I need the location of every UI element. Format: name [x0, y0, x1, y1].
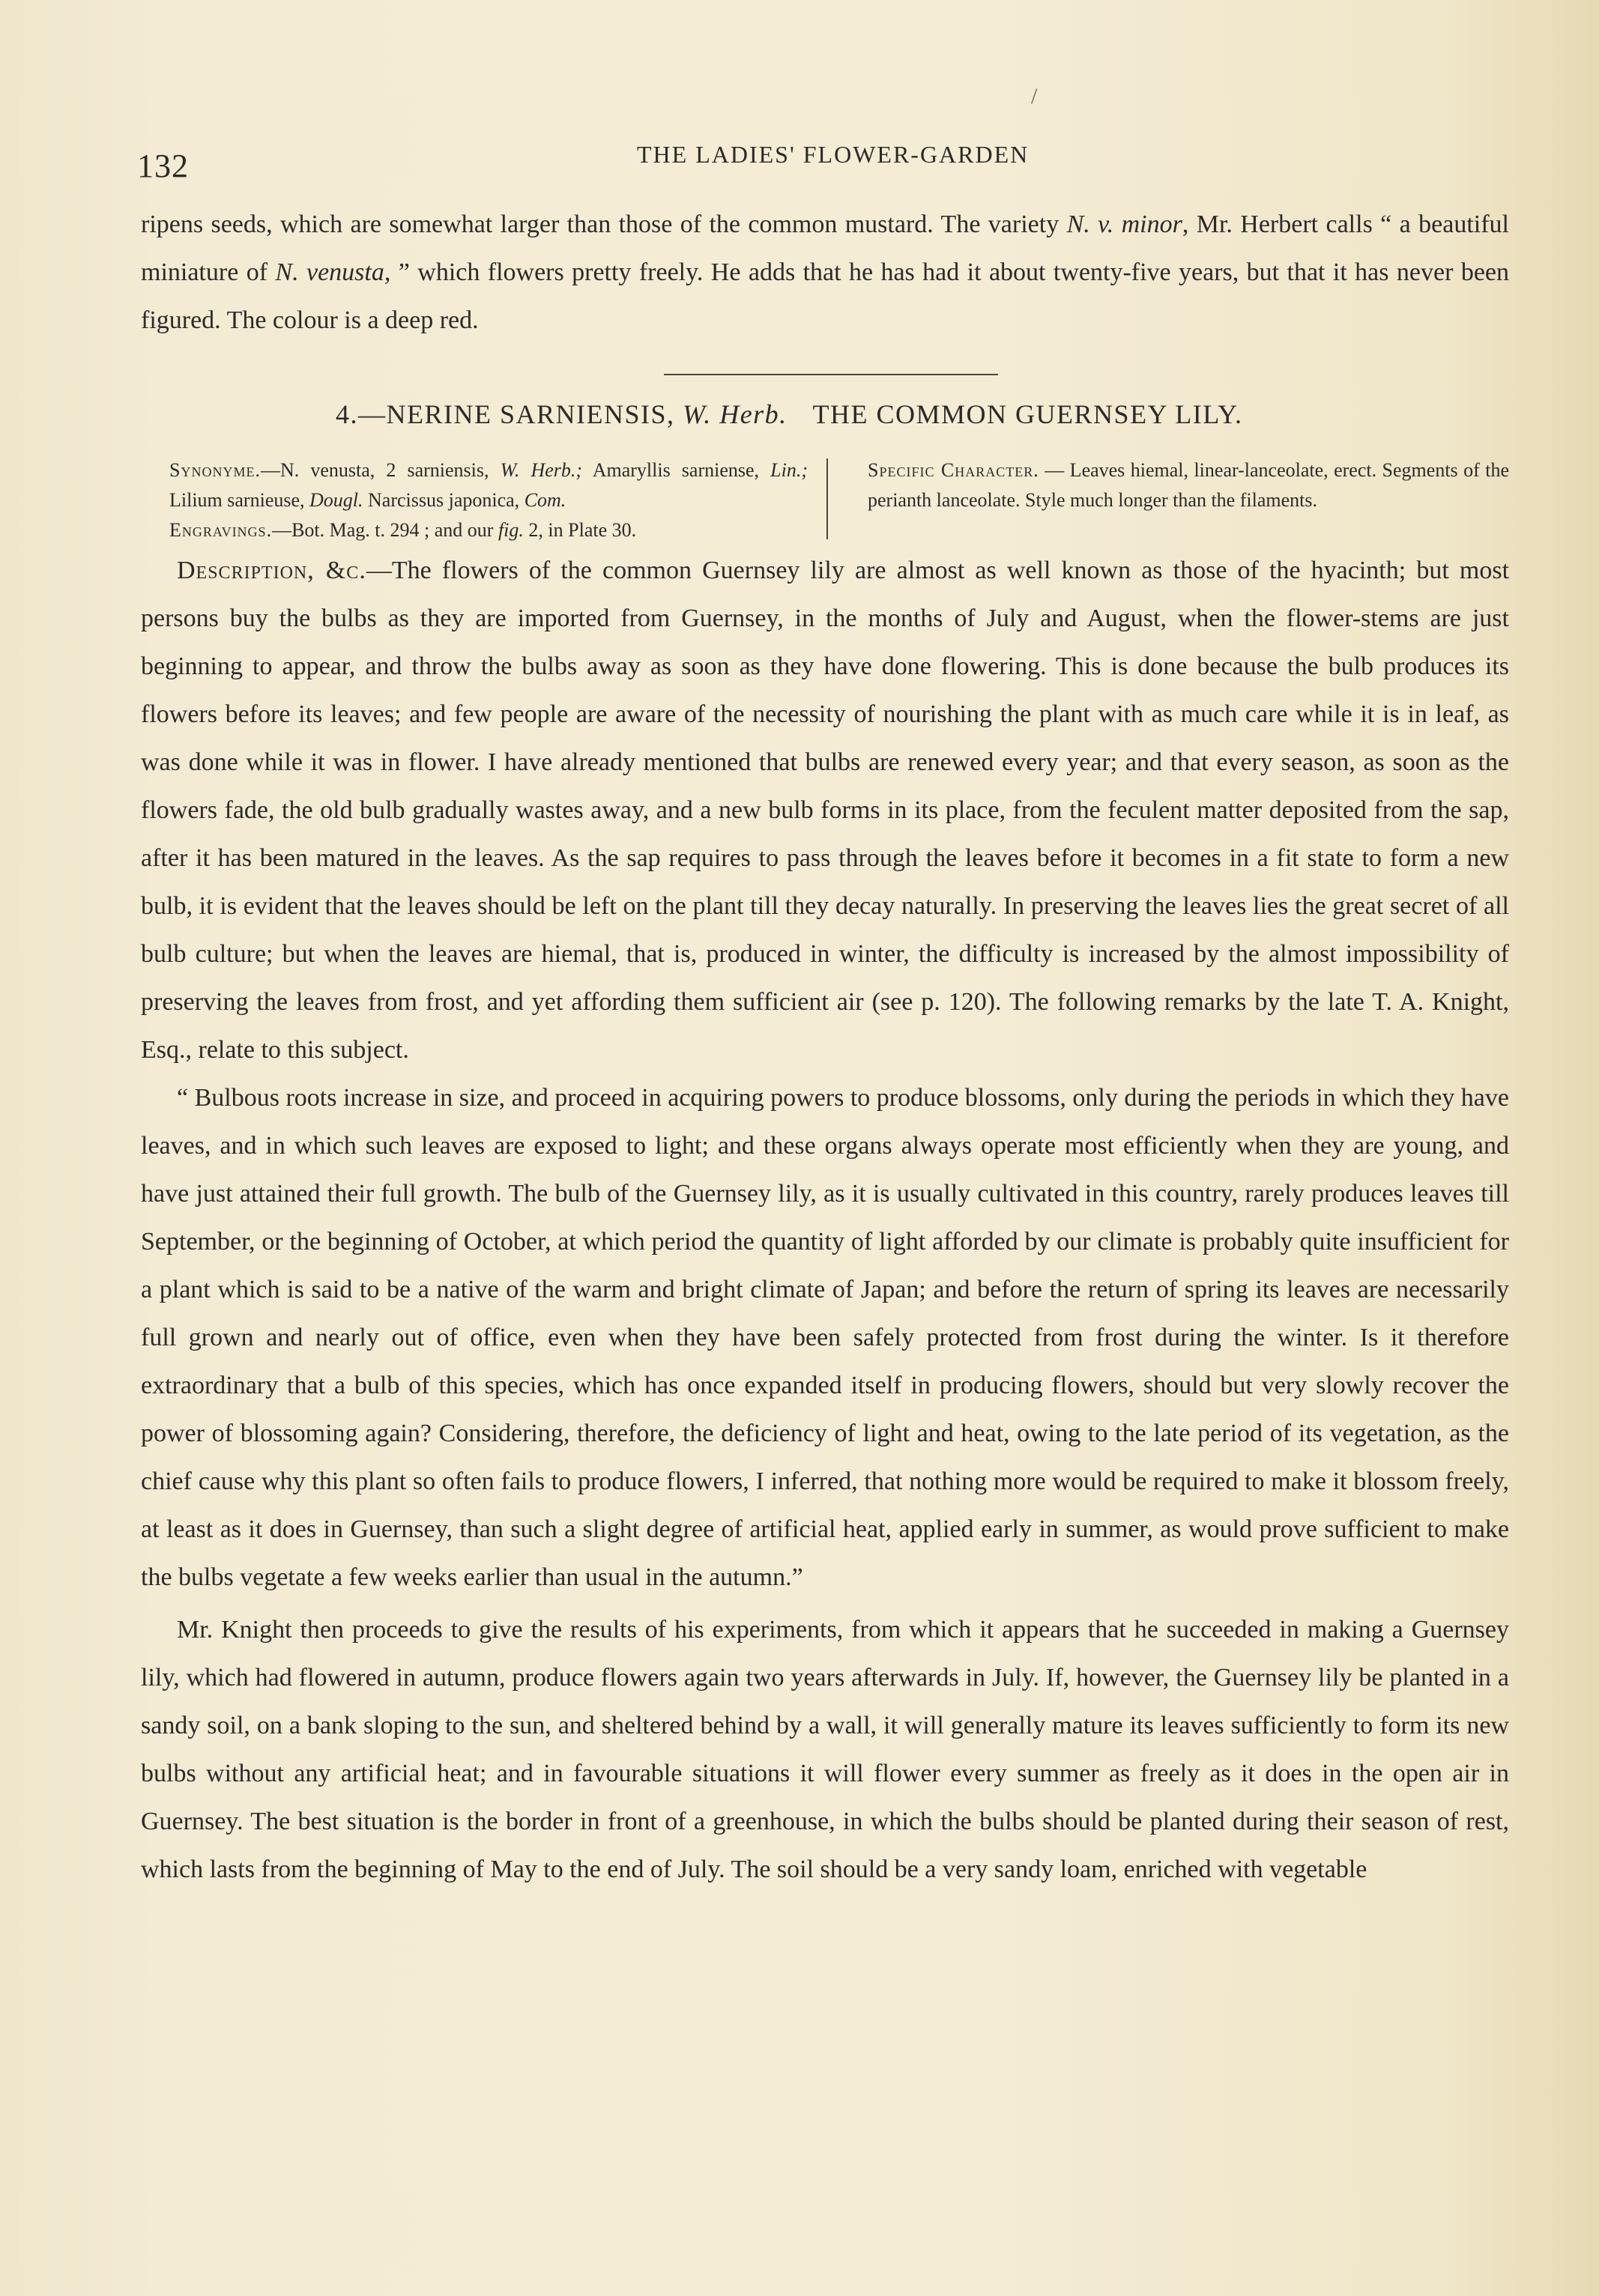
description-label: Description, &c.: [177, 557, 366, 584]
running-head: THE LADIES' FLOWER-GARDEN: [637, 141, 1030, 168]
continued-paragraph: ripens seeds, which are somewhat larger than those of the common mustard. The variety N. v. minor, Mr. Herbert calls “ a beautiful miniature of N. venusta, ” which flowers pretty freely. He adds that he has had it about twenty-five years, but that it has never been figured. The colour is a deep red.: [141, 210, 1509, 334]
specific-character-column: Specific Character. — Leaves hiemal, linear-lanceolate, erect. Segments of the perianth lanceolate. Style much longer than the filaments.: [868, 459, 1509, 511]
synonyme-engravings-column: Synonyme.—N. venusta, 2 sarniensis, W. Herb.; Amaryllis sarniense, Lin.; Lilium sarnieuse, Dougl. Narcissus japonica, Com. Engravings.—Bot. Mag. t. 294 ; and our fig. 2, in Plate 30.: [169, 459, 808, 541]
engravings-label: Engravings.: [169, 519, 273, 541]
species-author: W. Herb.: [683, 399, 788, 429]
specific-character-label: Specific Character.: [868, 459, 1039, 481]
final-paragraph: Mr. Knight then proceeds to give the results of his experiments, from which it appears that he succeeded in making a Guernsey lily, which had flowered in autumn, produce flowers again two years afterwards in July. If, however, the Guernsey lily be planted in a sandy soil, on a bank sloping to the sun, and sheltered behind by a wall, it will generally mature its leaves sufficiently to form its new bulbs without any artificial heat; and in favourable situations it will flower every summer as freely as it does in the open air in Guernsey. The best situation is the border in front of a greenhouse, in which the bulbs should be planted during their season of rest, which lasts from the beginning of May to the end of July. The soil should be a very sandy loam, enriched with vegetable: [141, 1616, 1509, 1883]
knight-quote-paragraph: “ Bulbous roots increase in size, and proceed in acquiring powers to produce blossoms, only during the periods in which they have leaves, and in which such leaves are exposed to light; and these organs always operate most efficiently when they are young, and have just attained their full growth. The bulb of the Guernsey lily, as it is usually cultivated in this country, rarely produces leaves till September, or the beginning of October, at which period the quantity of light afforded by our climate is probably quite insufficient for a plant which is said to be a native of the warm and bright climate of Japan; and before the return of spring its leaves are necessarily full grown and nearly out of office, even when they have been safely protected from frost during the winter. Is it therefore extraordinary that a bulb of this species, which has once expanded itself in producing flowers, should but very slowly recover the power of blossoming again? Considering, therefore, the deficiency of light and heat, owing to the late period of its vegetation, as the chief cause why this plant so often fails to produce flowers, I inferred, that nothing more would be required to make it blossom freely, at least as it does in Guernsey, than such a slight degree of artificial heat, applied early in summer, as would prove sufficient to make the bulbs vegetate a few weeks earlier than usual in the autumn.”: [141, 1084, 1509, 1591]
column-divider: [826, 458, 828, 539]
margin-mark: /: [1031, 84, 1038, 109]
body-text: [141, 547, 1509, 1894]
section-heading: [336, 399, 1242, 430]
section-divider: [664, 374, 998, 375]
species-title: 4.—NERINE SARNIENSIS,: [336, 399, 675, 429]
common-name: THE COMMON GUERNSEY LILY.: [812, 399, 1243, 429]
description-paragraph: Description, &c.—The flowers of the common Guernsey lily are almost as well known as those of the hyacinth; but most persons buy the bulbs as they are imported from Guernsey, in the months of July and August, when the flower-stems are just beginning to appear, and throw the bulbs away as soon as they have done flowering. This is done because the bulb produces its flowers before its leaves; and few people are aware of the necessity of nourishing the plant with as much care while it is in leaf, as was done while it was in flower. I have already mentioned that bulbs are renewed every year; and that every season, as soon as the flowers fade, the old bulb gradually wastes away, and a new bulb forms in its place, from the feculent matter deposited from the sap, after it has been matured in the leaves. As the sap requires to pass through the leaves before it becomes in a fit state to form a new bulb, it is evident that the leaves should be left on the plant till they decay naturally. In preserving the leaves lies the great secret of all bulb culture; but when the leaves are hiemal, that is, produced in winter, the difficulty is increased by the almost impossibility of preserving the leaves from frost, and yet affording them sufficient air (see p. 120). The following remarks by the late T. A. Knight, Esq., relate to this subject.: [141, 557, 1510, 1064]
page-number: 132: [137, 148, 189, 184]
synonyme-label: Synonyme.: [169, 459, 261, 481]
botanical-notes: [141, 455, 1509, 542]
